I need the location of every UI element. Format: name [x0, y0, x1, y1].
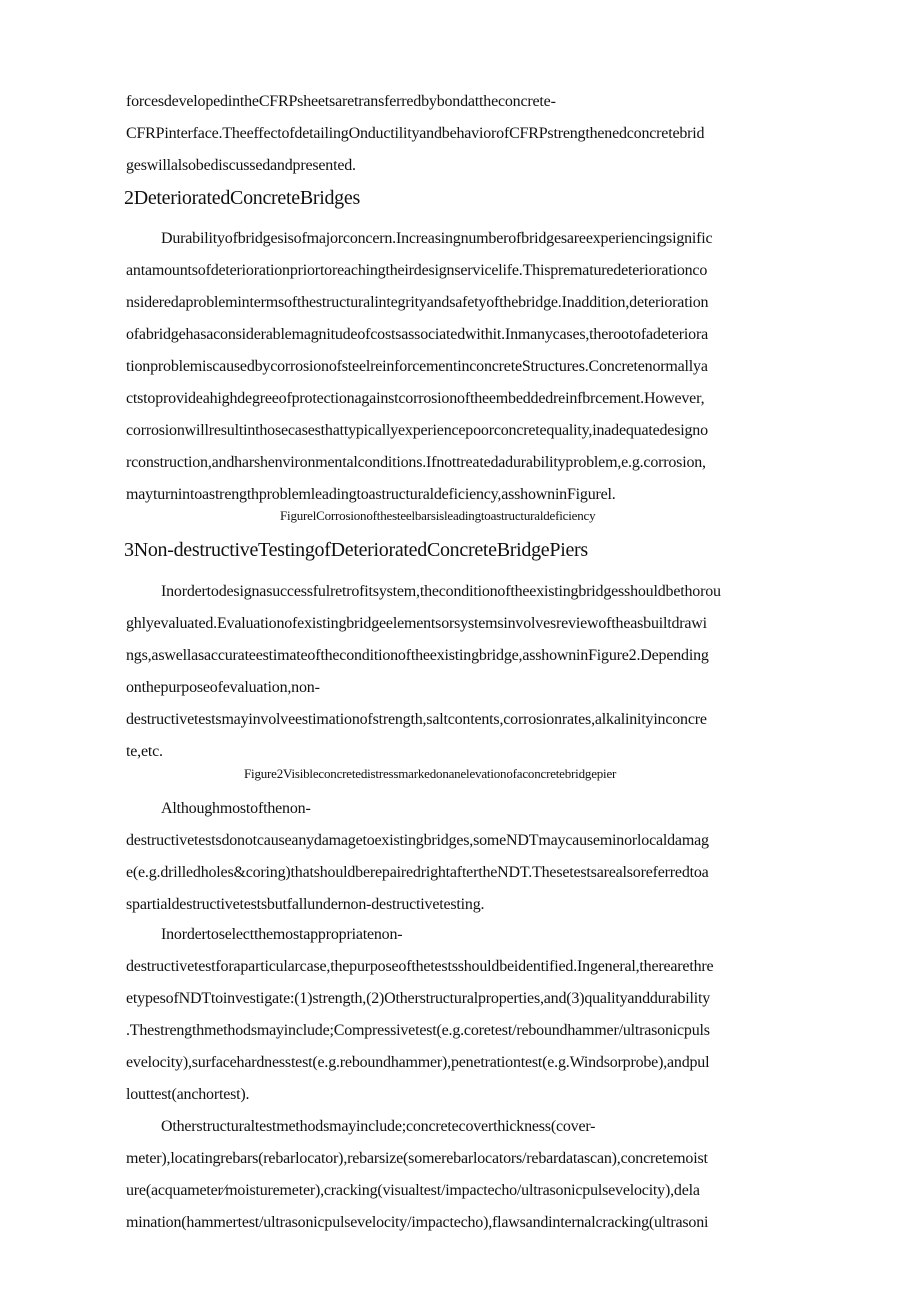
- paragraph-line: Althoughmostofthenon-: [161, 800, 311, 817]
- paragraph-line: antamountsofdeteriorationpriortoreachingtheirdesignservicelife.Thisprematuredeteriorationco: [126, 262, 708, 279]
- paragraph-line: Durabilityofbridgesisofmajorconcern.Increasingnumberofbridgesareexperiencingsignific: [161, 230, 713, 247]
- paragraph-line: te,etc.: [126, 743, 163, 760]
- paragraph-line: destructivetestsmayinvolveestimationofstrength,saltcontents,corrosionrates,alkalinityinconcre: [126, 711, 707, 728]
- section-heading: 2DeterioratedConcreteBridges: [124, 187, 360, 209]
- paragraph-line: mination(hammertest/ultrasonicpulsevelocity/impactecho),flawsandinternalcracking(ultrasoni: [126, 1214, 709, 1231]
- intro-line: geswillalsobediscussedandpresented.: [126, 157, 356, 174]
- paragraph-line: ure(acquameter⁄moisturemeter),cracking(visualtest/impactecho/ultrasonicpulsevelocity),dela: [126, 1182, 700, 1199]
- paragraph-line: rconstruction,andharshenvironmentalconditions.Ifnottreatedadurabilityproblem,e.g.corrosion,: [126, 454, 706, 471]
- paragraph-line: Inordertodesignasuccessfulretrofitsystem,theconditionoftheexistingbridgesshouldbethorou: [161, 583, 721, 600]
- figure-caption: Figure2Visibleconcretedistressmarkedonanelevationofaconcretebridgepier: [244, 766, 617, 781]
- paragraph-line: spartialdestructivetestsbutfallundernon-destructivetesting.: [126, 896, 485, 913]
- paragraph-line: ctstoprovideahighdegreeofprotectionagainstcorrosionoftheembeddedreinfbrcement.However,: [126, 390, 705, 407]
- paragraph-line: tionproblemiscausedbycorrosionofsteelreinforcementinconcreteStructures.Concretenormallya: [126, 358, 708, 375]
- paragraph-line: ngs,aswellasaccurateestimateoftheconditionoftheexistingbridge,asshowninFigure2.Depending: [126, 647, 709, 664]
- paragraph-line: meter),locatingrebars(rebarlocator),rebarsize(somerebarlocators/rebardatascan),concretemoist: [126, 1150, 708, 1167]
- paragraph-line: e(e.g.drilledholes&coring)thatshouldberepairedrightaftertheNDT.Thesetestsarealsoreferredtoa: [126, 864, 709, 881]
- paragraph-line: ghlyevaluated.Evaluationofexistingbridgeelementsorsystemsinvolvesreviewoftheasbuiltdrawi: [126, 615, 707, 632]
- paragraph-line: .Thestrengthmethodsmayinclude;Compressivetest(e.g.coretest/reboundhammer/ultrasonicpuls: [126, 1022, 710, 1039]
- paragraph-line: etypesofNDTtoinvestigate:(1)strength,(2)Otherstructuralproperties,and(3)qualityanddurability: [126, 990, 711, 1007]
- paragraph-line: destructivetestforaparticularcase,thepurposeofthetestsshouldbeidentified.Ingeneral,therearethre: [126, 958, 714, 975]
- paragraph-line: onthepurposeofevaluation,non-: [126, 679, 320, 696]
- paragraph-line: corrosionwillresultinthosecasesthattypicallyexperiencepoorconcretequality,inadequatedesigno: [126, 422, 708, 439]
- figure-caption: FigurelCorrosionofthesteelbarsisleadingtoastructuraldeficiency: [280, 508, 596, 523]
- paragraph-line: louttest(anchortest).: [126, 1086, 250, 1103]
- paragraph-line: nsideredaproblemintermsofthestructuralintegrityandsafetyofthebridge.Inaddition,deterioration: [126, 294, 709, 311]
- intro-line: forcesdevelopedintheCFRPsheetsaretransferredbybondattheconcrete-: [126, 93, 556, 110]
- paragraph-line: Inordertoselectthemostappropriatenon-: [161, 926, 403, 943]
- intro-line: CFRPinterface.TheeffectofdetailingOnductilityandbehaviorofCFRPstrengthenedconcretebrid: [126, 125, 705, 142]
- paragraph-line: Otherstructuraltestmethodsmayinclude;concretecoverthickness(cover-: [161, 1118, 596, 1135]
- paragraph-line: ofabridgehasaconsiderablemagnitudeofcostsassociatedwithit.Inmanycases,therootofadeteriora: [126, 326, 708, 343]
- paragraph-line: destructivetestsdonotcauseanydamagetoexistingbridges,someNDTmaycauseminorlocaldamag: [126, 832, 709, 849]
- paragraph-line: evelocity),surfacehardnesstest(e.g.reboundhammer),penetrationtest(e.g.Windsorprobe),andpul: [126, 1054, 710, 1071]
- section-heading: 3Non-destructiveTestingofDeterioratedConcreteBridgePiers: [124, 539, 588, 561]
- paragraph-line: mayturnintoastrengthproblemleadingtoastructuraldeficiency,asshowninFigurel.: [126, 486, 616, 503]
